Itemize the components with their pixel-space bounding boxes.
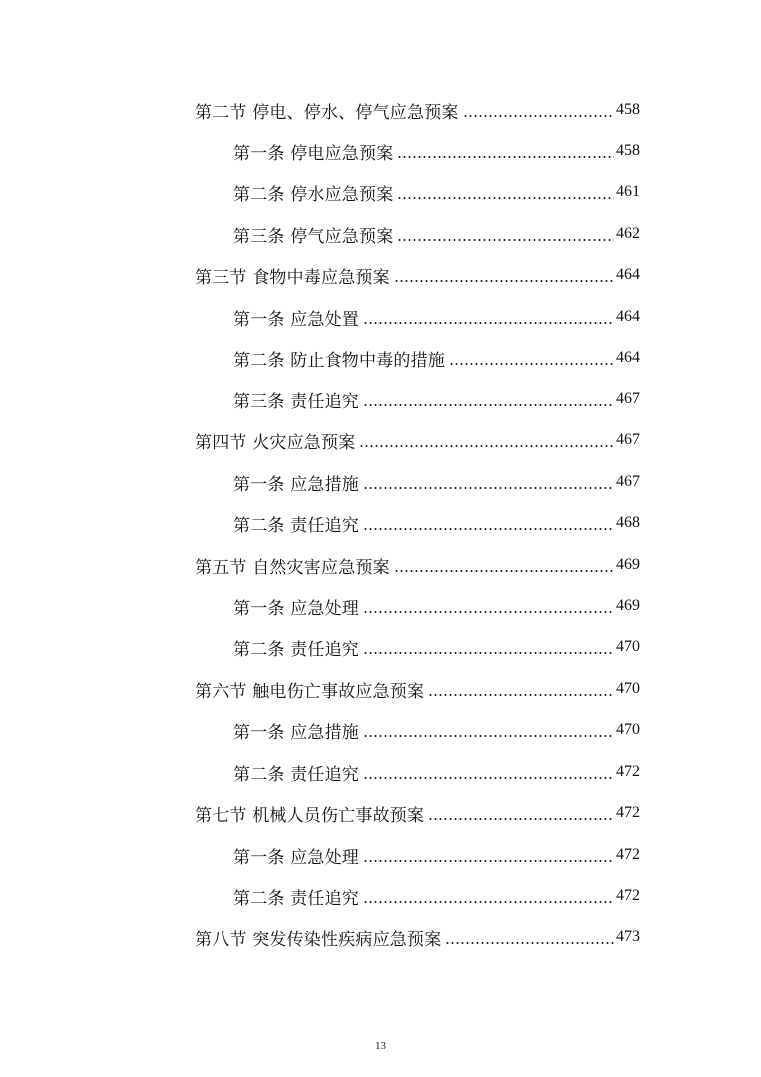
toc-entry-page: 461 [616,183,640,200]
toc-entry-page: 467 [616,431,640,448]
toc-entry-page: 470 [616,721,640,738]
toc-entry-page: 472 [616,763,640,780]
dot-leader [363,322,614,324]
toc-entry-title: 第三条 停气应急预案 [233,226,394,247]
dot-leader [428,818,614,820]
toc-entry-page: 472 [616,846,640,863]
toc-entry[interactable] [0,95,761,125]
dot-leader [463,115,614,117]
toc-entry-page: 464 [616,308,640,325]
toc-entry-page: 468 [616,514,640,531]
dot-leader [363,528,614,530]
dot-leader [449,363,614,365]
toc-entry[interactable] [0,840,761,870]
toc-entry-page: 464 [616,266,640,283]
dot-leader [397,239,614,241]
toc-entry-title: 第一条 应急处理 [233,598,360,619]
dot-leader [363,652,614,654]
toc-entry[interactable] [0,177,761,207]
toc-entry[interactable] [0,302,761,332]
dot-leader [363,404,614,406]
toc-entry[interactable] [0,136,761,166]
toc-entry-page: 470 [616,638,640,655]
toc-entry-page: 467 [616,473,640,490]
toc-entry[interactable] [0,591,761,621]
toc-entry-title: 第三节 食物中毒应急预案 [195,267,390,288]
toc-entry-title: 第一条 停电应急预案 [233,143,394,164]
dot-leader [397,197,614,199]
toc-entry-title: 第五节 自然灾害应急预案 [195,557,390,578]
toc-entry-page: 469 [616,556,640,573]
dot-leader [363,487,614,489]
toc-entry-title: 第八节 突发传染性疾病应急预案 [195,929,442,950]
toc-entry[interactable] [0,508,761,538]
toc-entry[interactable] [0,260,761,290]
dot-leader [394,570,614,572]
toc-entry[interactable] [0,674,761,704]
dot-leader [363,777,614,779]
toc-entry-title: 第二条 责任追究 [233,764,360,785]
toc-entry-title: 第七节 机械人员伤亡事故预案 [195,805,425,826]
toc-entry-title: 第一条 应急处置 [233,309,360,330]
toc-entry-page: 470 [616,680,640,697]
toc-entry-page: 458 [616,142,640,159]
toc-entry[interactable] [0,550,761,580]
dot-leader [363,901,614,903]
toc-entry[interactable] [0,922,761,952]
toc-entry-title: 第一条 应急处理 [233,847,360,868]
toc-entry-title: 第二条 责任追究 [233,515,360,536]
toc-entry-title: 第二节 停电、停水、停气应急预案 [195,102,459,123]
dot-leader [397,156,614,158]
toc-entry[interactable] [0,715,761,745]
toc-entry-title: 第四节 火灾应急预案 [195,432,356,453]
toc-entry-page: 467 [616,390,640,407]
toc-entry-page: 458 [616,101,640,118]
toc-entry-title: 第六节 触电伤亡事故应急预案 [195,681,425,702]
page-number: 13 [375,1040,386,1052]
toc-entry-page: 472 [616,804,640,821]
dot-leader [363,611,614,613]
toc-entry-title: 第一条 应急措施 [233,474,360,495]
toc-entry-title: 第二条 责任追究 [233,888,360,909]
toc-entry[interactable] [0,384,761,414]
toc-entry[interactable] [0,757,761,787]
toc-entry-title: 第二条 责任追究 [233,639,360,660]
dot-leader [363,860,614,862]
toc-entry-page: 473 [616,928,640,945]
toc-entry-page: 464 [616,349,640,366]
toc-entry[interactable] [0,798,761,828]
dot-leader [428,694,614,696]
dot-leader [445,942,614,944]
toc-entry[interactable] [0,219,761,249]
toc-entry-page: 472 [616,887,640,904]
toc-entry-title: 第二条 停水应急预案 [233,184,394,205]
toc-entry-title: 第三条 责任追究 [233,391,360,412]
toc-entry[interactable] [0,632,761,662]
toc-entry[interactable] [0,467,761,497]
dot-leader [394,280,614,282]
toc-entry-page: 469 [616,597,640,614]
toc-entry[interactable] [0,881,761,911]
toc-entry-title: 第二条 防止食物中毒的措施 [233,350,446,371]
toc-entry[interactable] [0,343,761,373]
toc-entry-title: 第一条 应急措施 [233,722,360,743]
dot-leader [363,735,614,737]
dot-leader [359,445,614,447]
toc-entry[interactable] [0,425,761,455]
toc-entry-page: 462 [616,225,640,242]
